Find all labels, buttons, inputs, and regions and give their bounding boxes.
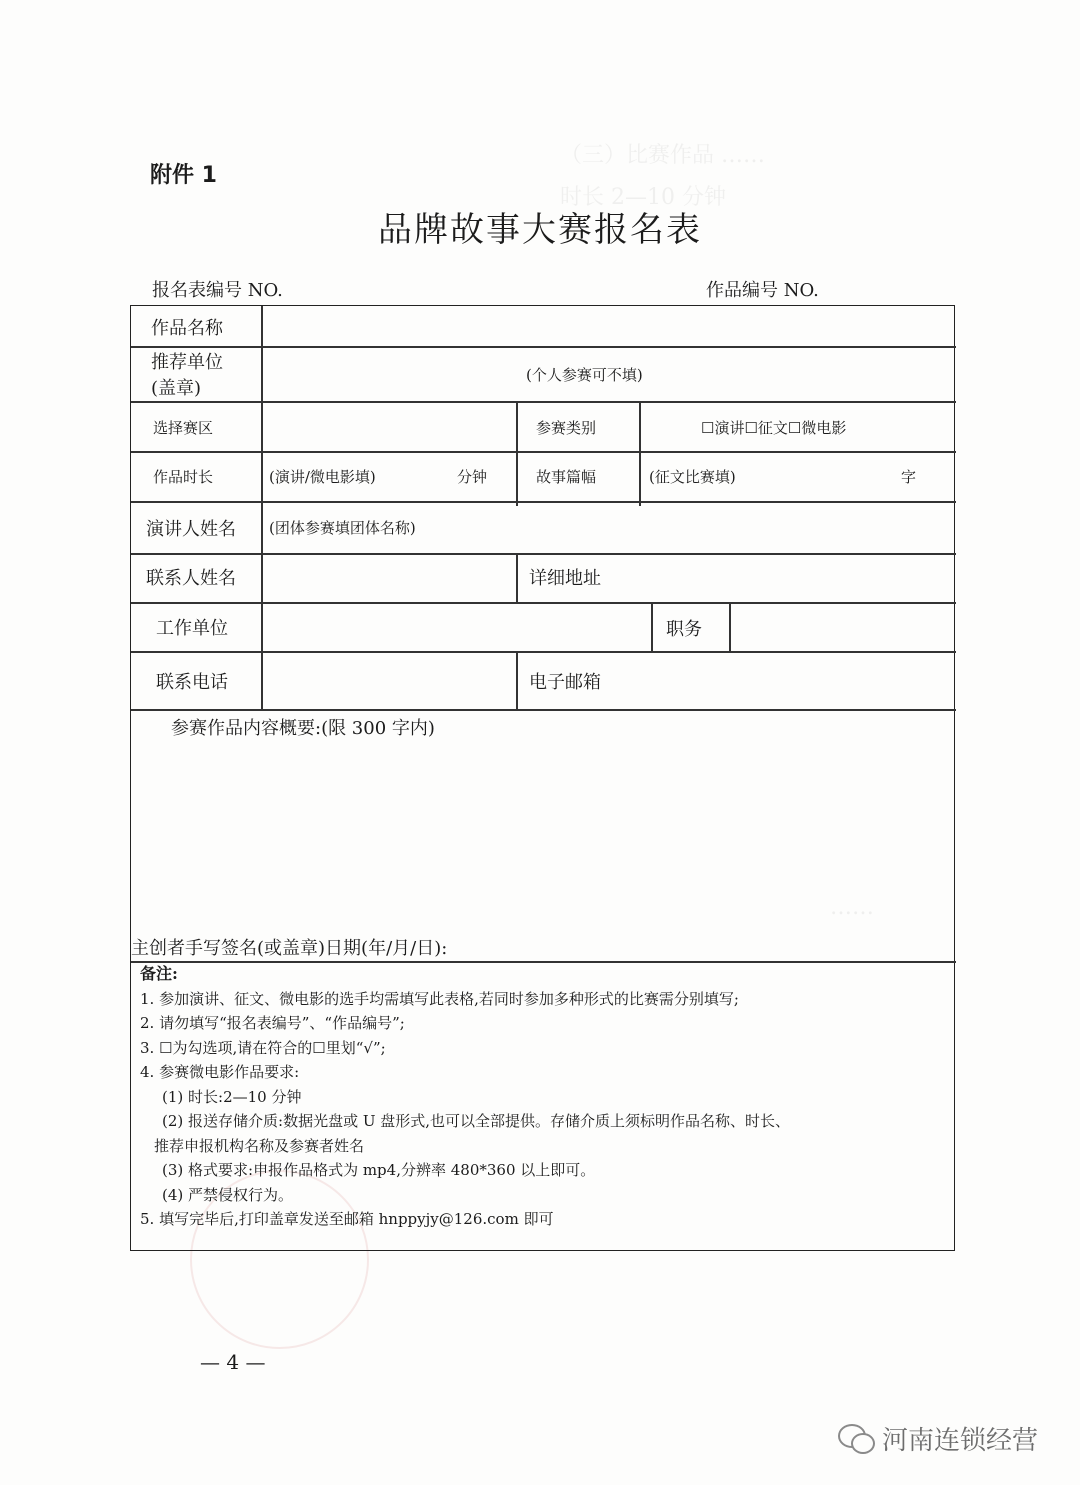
notes-heading: 备注: (140, 964, 178, 983)
story-length-unit: 字 (901, 468, 917, 486)
work-name-label: 作品名称 (151, 318, 223, 339)
summary-label: 参赛作品内容概要:(限 300 字内) (171, 718, 435, 739)
recommend-unit-seal-label: (盖章) (151, 378, 202, 399)
attachment-label: 附件 1 (150, 163, 217, 188)
region-field[interactable] (263, 403, 515, 450)
phone-field[interactable] (263, 653, 515, 708)
work-unit-label: 工作单位 (156, 618, 228, 639)
position-field[interactable] (731, 604, 953, 651)
watermark (838, 1420, 1038, 1457)
speaker-name-field[interactable] (263, 503, 953, 552)
address-field[interactable] (641, 555, 953, 602)
note-item: 4. 参赛微电影作品要求: (140, 1063, 300, 1081)
page-title: 品牌故事大赛报名表 (378, 210, 702, 250)
wechat-icon (838, 1424, 874, 1454)
page-number: — 4 — (200, 1350, 266, 1374)
document-page: （三）比赛作品 …… 时长 2—10 分钟 …… 附件 1 品牌故事大赛报名表 报名表编号 NO. 作品编号 NO. 作品名称 推荐单位 (盖章) (个人参赛可不填) 选择赛区 参赛类别 ☐演讲☐征文☐微电影 作品时长 (演讲/微电影填) 分钟 故事篇幅 (征文比赛填) 字 演讲人姓名 (团体参赛填团体名称) 联系人姓名 详细地址 工作单位 职务 联系电话 电子邮箱 参赛作品内容概要:(限 300 字内) 主创者手写签名(或盖章)日期(年/月/日): 备注: 1. 参加演讲、征文、微电影的选手均需填写此表格,若同时参加多种形式的比赛需分别填写; 2. 请勿填写“报名表编号”、“作品编号”; 3. ☐为勾选项,请在符合的☐里划“√”; 4. 参赛微电影作品要求: (1) 时长:2—10 分钟 (2) 报送存储介质:数据光盘或 U 盘形式,也可以全部提供。存储介质上须标明作品名称、时长、 推荐申报机构名称及参赛者姓名 (3) 格式要求:申报作品格式为 mp4,分辨率 480*360 以上即可。 (4) 严禁侵权行为。 5. 填写完毕后,打印盖章发送至邮箱 hnppyjy@126.com 即可 — 4 — 河南连锁经营 (0, 0, 1080, 1485)
address-label: 详细地址 (529, 568, 601, 589)
recommend-unit-hint: (个人参赛可不填) (526, 366, 643, 384)
note-item: 1. 参加演讲、征文、微电影的选手均需填写此表格,若同时参加多种形式的比赛需分别填写; (140, 989, 739, 1008)
recommend-unit-label: 推荐单位 (151, 352, 223, 373)
note-subitem-continued: 推荐申报机构名称及参赛者姓名 (154, 1136, 365, 1155)
speaker-name-hint: (团体参赛填团体名称) (269, 519, 416, 537)
note-item: 3. ☐为勾选项,请在符合的☐里划“√”; (140, 1038, 386, 1057)
note-subitem: (3) 格式要求:申报作品格式为 mp4,分辨率 480*360 以上即可。 (162, 1161, 596, 1179)
work-name-field[interactable] (263, 308, 953, 344)
email-field[interactable] (518, 653, 953, 708)
watermark-text: 河南连锁经营 (882, 1426, 1039, 1456)
contact-name-field[interactable] (263, 555, 515, 602)
speaker-name-label: 演讲人姓名 (146, 519, 236, 540)
duration-label: 作品时长 (153, 468, 214, 486)
email-label: 电子邮箱 (529, 672, 601, 693)
position-label: 职务 (666, 619, 702, 640)
contact-name-label: 联系人姓名 (146, 568, 236, 589)
region-label: 选择赛区 (153, 419, 214, 437)
duration-hint: (演讲/微电影填) (269, 468, 376, 486)
work-unit-field[interactable] (263, 604, 649, 651)
note-item: 5. 填写完毕后,打印盖章发送至邮箱 hnppyjy@126.com 即可 (140, 1210, 554, 1228)
work-number-label: 作品编号 NO. (706, 280, 819, 301)
category-options[interactable]: ☐演讲☐征文☐微电影 (701, 419, 847, 437)
summary-textarea[interactable] (135, 742, 950, 932)
note-subitem: (1) 时长:2—10 分钟 (162, 1087, 302, 1106)
signature-label: 主创者手写签名(或盖章)日期(年/月/日): (131, 938, 448, 959)
notes-section (140, 962, 950, 1232)
phone-label: 联系电话 (156, 672, 228, 693)
story-length-label: 故事篇幅 (536, 468, 597, 486)
registration-number-label: 报名表编号 NO. (152, 280, 283, 301)
note-item: 2. 请勿填写“报名表编号”、“作品编号”; (140, 1014, 405, 1032)
category-label: 参赛类别 (536, 419, 597, 437)
duration-unit: 分钟 (457, 468, 488, 486)
note-subitem: (2) 报送存储介质:数据光盘或 U 盘形式,也可以全部提供。存储介质上须标明作品名称、时长、 (162, 1112, 791, 1130)
recommend-unit-field[interactable] (263, 348, 953, 400)
story-length-hint: (征文比赛填) (649, 468, 736, 486)
note-subitem: (4) 严禁侵权行为。 (162, 1185, 294, 1204)
